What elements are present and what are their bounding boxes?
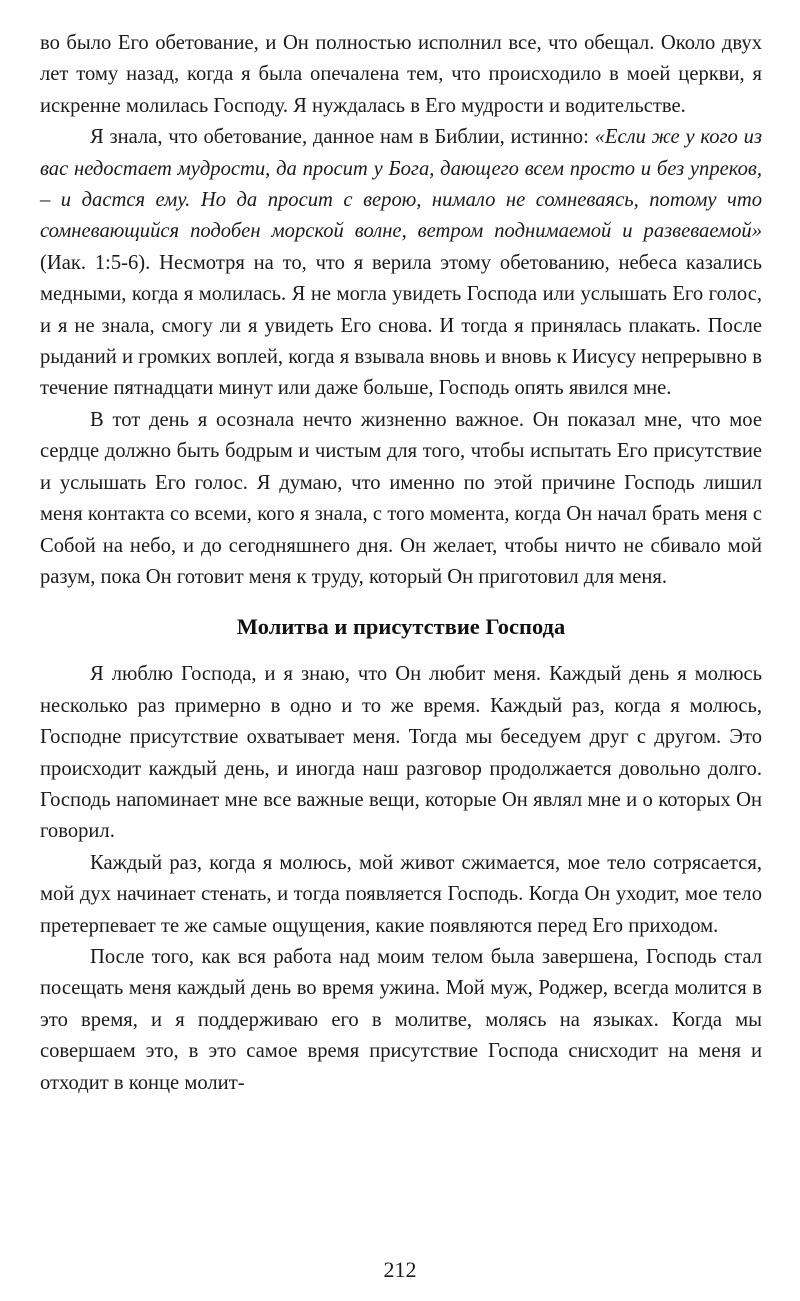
page-body-text: [40, 28, 762, 1099]
page-number: 212: [383, 1257, 417, 1282]
paragraph: Каждый раз, когда я молюсь, мой живот сжимается, мое тело сотрясается, мой дух начинает стенать, и тогда появляется Господь. Когда Он уходит, мое тело претерпевает те же самые ощущения, какие появляются перед Его приходом.: [40, 851, 762, 937]
paragraph-with-scripture-quote: [40, 122, 762, 405]
quote-lead-text: Я знала, что обетование, данное нам в Библии, истинно:: [90, 126, 595, 149]
paragraph: Я люблю Господа, и я знаю, что Он любит меня. Каждый день я молюсь несколько раз примерно в одно и то же время. Каждый раз, когда я молюсь, Господне присутствие охватывает меня. Тогда мы беседуем друг с другом. Это происходит каждый день, и иногда наш разговор продолжается довольно долго. Господь напоминает мне все важные вещи, которые Он являл мне и о которых Он говорил.: [40, 663, 762, 843]
paragraph: После того, как вся работа над моим телом была завершена, Господь стал посещать меня каждый день во время ужина. Мой муж, Роджер, всегда молится в это время, и я поддерживаю его в молитве, молясь на языках. Когда мы совершаем это, в это самое время присутствие Господа снисходит на меня и отходит в конце молит-: [40, 945, 762, 1094]
paragraph-continued: во было Его обетование, и Он полностью исполнил все, что обещал. Около двух лет тому назад, когда я была опечалена тем, что происходило в моей церкви, я искренне молилась Господу. Я нуждалась в Его мудрости и водительстве.: [40, 32, 762, 117]
quote-tail-text: (Иак. 1:5-6). Несмотря на то, что я верила этому обетованию, небеса казались медными, когда я молилась. Я не могла увидеть Господа или услышать Его голос, и я не знала, смогу ли я увидеть Его снова. И тогда я принялась плакать. После рыданий и громких воплей, когда я взывала вновь и вновь к Иисусу непрерывно в течение пятнадцати минут или даже больше, Господь опять явился мне.: [40, 251, 762, 400]
paragraph: В тот день я осознала нечто жизненно важное. Он показал мне, что мое сердце должно быть бодрым и чистым для того, чтобы испытать Его присутствие и услышать Его голос. Я думаю, что именно по этой причине Господь лишил меня контакта со всеми, кого я знала, с того момента, когда Он начал брать меня с Собой на небо, и до сегодняшнего дня. Он желает, чтобы ничто не сбивало мой разум, пока Он готовит меня к труду, который Он приготовил для меня.: [40, 408, 762, 588]
scripture-quote: «Если же у кого из вас недостает мудрости, да просит у Бога, дающего всем просто и без упреков, – и дастся ему. Но да просит с верою, нимало не сомневаясь, потому что сомневающийся подобен морской волне, ветром поднимаемой и развеваемой»: [40, 126, 762, 243]
section-heading: Молитва и присутствие Господа: [236, 614, 566, 640]
